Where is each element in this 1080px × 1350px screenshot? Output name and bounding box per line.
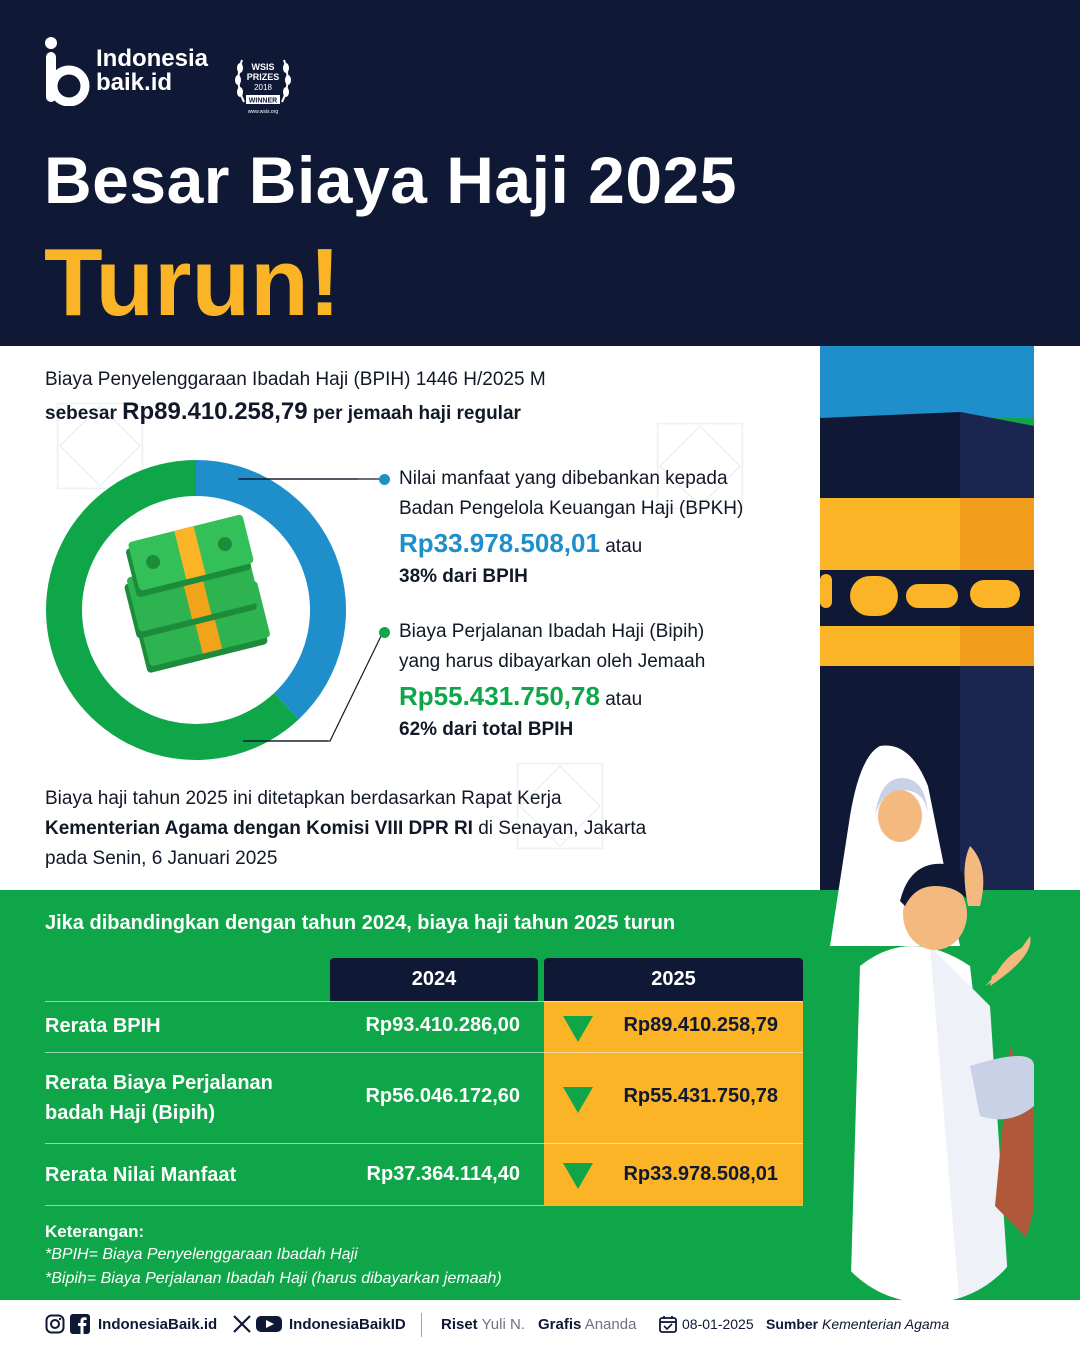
riset-name: Yuli N. [481,1316,525,1333]
intro-pre: sebesar [45,403,117,424]
table-row-label-line1: Rerata Biaya Perjalanan [45,1072,273,1094]
header [0,0,1080,346]
table-row-label: Rerata Nilai Manfaat [45,1164,237,1186]
footer-separator [421,1313,422,1337]
legend-bipih-atau: atau [605,689,643,710]
brand-line1: Indonesia [96,45,209,72]
keterangan-item: *Bipih= Biaya Perjalanan Ibadah Haji (harus dibayarkan jemaah) [45,1270,502,1287]
keterangan-item: *BPIH= Biaya Penyelenggaraan Ibadah Haji [45,1246,358,1263]
legend-bpkh-line1: Nilai manfaat yang dibebankan kepada [399,468,728,489]
intro-line2 [45,396,805,430]
award-top: WSIS [251,62,275,72]
decision-note [45,784,775,874]
table-header-2025: 2025 [544,958,803,1001]
row-divider [45,1205,803,1206]
calendar-icon [659,1315,677,1333]
brand-text [96,47,208,95]
intro-line1: Biaya Penyelenggaraan Ibadah Haji (BPIH) 1446 H/2025 M [45,369,546,390]
footer-riset [441,1316,525,1333]
leader-lines [240,470,390,750]
keterangan-title: Keterangan: [45,1222,145,1241]
brand-line2: baik.id [96,69,173,96]
footer-handle-1[interactable]: IndonesiaBaik.id [98,1316,218,1333]
legend-dot-green [379,627,390,638]
row-divider [45,1143,803,1144]
intro-post: per jemaah haji regular [312,403,521,424]
brand-logo[interactable] [44,36,208,106]
instagram-icon[interactable] [45,1314,65,1334]
footer-handle-2[interactable]: IndonesiaBaikID [289,1316,406,1333]
intro-amount: Rp89.410.258,79 [122,398,308,425]
note-line1: Biaya haji tahun 2025 ini ditetapkan berdasarkan Rapat Kerja [45,788,562,809]
indonesiabaik-logo-icon [44,36,90,106]
award-bottom: WINNER [248,97,278,105]
legend-bipih-value: Rp55.431.750,78 [399,681,600,711]
legend-bpkh-pct: 38% dari BPIH [399,566,528,587]
legend-bipih-line1: Biaya Perjalanan Ibadah Haji (Bipih) [399,621,705,642]
table-header-2024: 2024 [330,958,538,1001]
youtube-icon[interactable] [256,1314,282,1334]
sumber-label: Sumber [766,1316,819,1332]
footer-date: 08-01-2025 [682,1316,754,1332]
legend-bipih-pct: 62% dari total BPIH [399,719,574,740]
legend-bpkh-line2: Badan Pengelola Keuangan Haji (BPKH) [399,498,744,519]
wsis-award-badge-icon [232,52,294,118]
table-row-label [45,1068,273,1128]
page-title: Besar Biaya Haji 2025 [44,143,737,217]
award-year: 2018 [254,83,272,92]
table-cell-2024: Rp93.410.286,00 [365,1014,520,1036]
legend-bipih-line2: yang harus dibayarkan oleh Jemaah [399,651,706,672]
sumber-name: Kementerian Agama [822,1316,950,1332]
footer [0,1300,1080,1350]
note-bold: Kementerian Agama dengan Komisi VIII DPR RI [45,818,473,839]
legend-dot-blue [379,474,390,485]
table-cell-2025: Rp33.978.508,01 [623,1163,778,1185]
table-row-label-line2: badah Haji (Bipih) [45,1102,215,1124]
x-twitter-icon[interactable] [232,1314,252,1334]
row-divider [45,1001,803,1002]
note-rest: di Senayan, Jakarta [478,818,647,839]
legend-bpkh [383,464,803,592]
comparison-title: Jika dibandingkan dengan tahun 2024, biaya haji tahun 2025 turun [45,912,676,934]
award-url: www.wsis.org [247,109,279,115]
facebook-icon[interactable] [70,1314,90,1334]
table-cell-2024: Rp37.364.114,40 [366,1163,520,1185]
footer-grafis [538,1316,636,1333]
legend-bpkh-value: Rp33.978.508,01 [399,528,600,558]
table-cell-2024: Rp56.046.172,60 [365,1085,520,1107]
grafis-label: Grafis [538,1316,582,1333]
legend-bpkh-atau: atau [605,536,643,557]
table-cell-2025: Rp89.410.258,79 [623,1014,778,1036]
note-line3: pada Senin, 6 Januari 2025 [45,848,278,869]
riset-label: Riset [441,1316,478,1333]
grafis-name: Ananda [584,1316,637,1333]
legend-bipih [383,617,803,745]
row-divider [45,1052,803,1053]
intro-text [45,364,805,430]
table-row-label: Rerata BPIH [45,1015,161,1037]
table-cell-2025: Rp55.431.750,78 [623,1085,778,1107]
page-title-highlight: Turun! [44,229,341,336]
footer-sumber [766,1316,949,1332]
kaaba-pilgrims-illustration [820,346,1080,1310]
award-mid: PRIZES [246,72,280,82]
